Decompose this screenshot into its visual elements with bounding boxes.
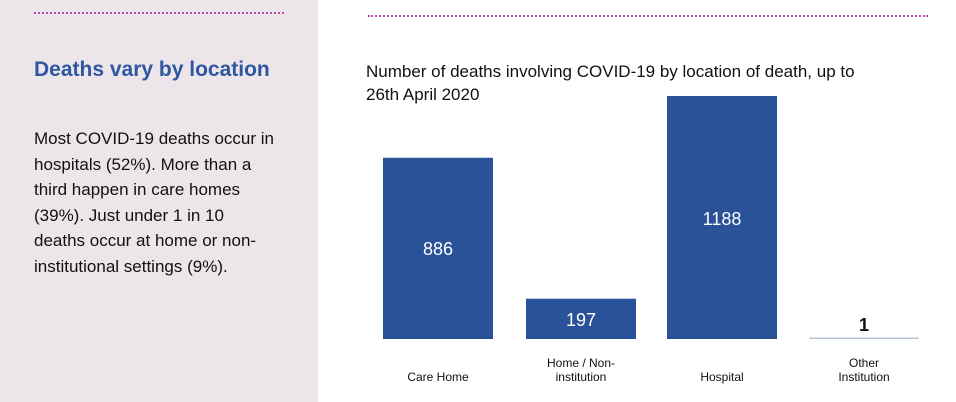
category-label: Care Home <box>407 370 469 384</box>
bar-value-label: 1 <box>858 315 870 335</box>
bar-other-institution <box>809 338 919 340</box>
chart-title: Number of deaths involving COVID-19 by location of death, up to 26th April 2020 <box>366 62 855 104</box>
bar-value-label: 1188 <box>702 209 742 229</box>
category-label: Other Institution <box>838 356 890 384</box>
bar-value-label: 197 <box>565 309 597 330</box>
category-label: Hospital <box>700 370 744 384</box>
bar-value-label: 886 <box>422 239 454 259</box>
panel-title: Deaths vary by location <box>34 58 270 81</box>
panel-body-text: Most COVID-19 deaths occur in hospitals (52%). More than a third happen in care homes (39%). Just under 1 in 10 deaths occur at home or non-institutional settings (9%). <box>34 129 274 276</box>
category-label: Home / Non-institution <box>546 356 616 384</box>
